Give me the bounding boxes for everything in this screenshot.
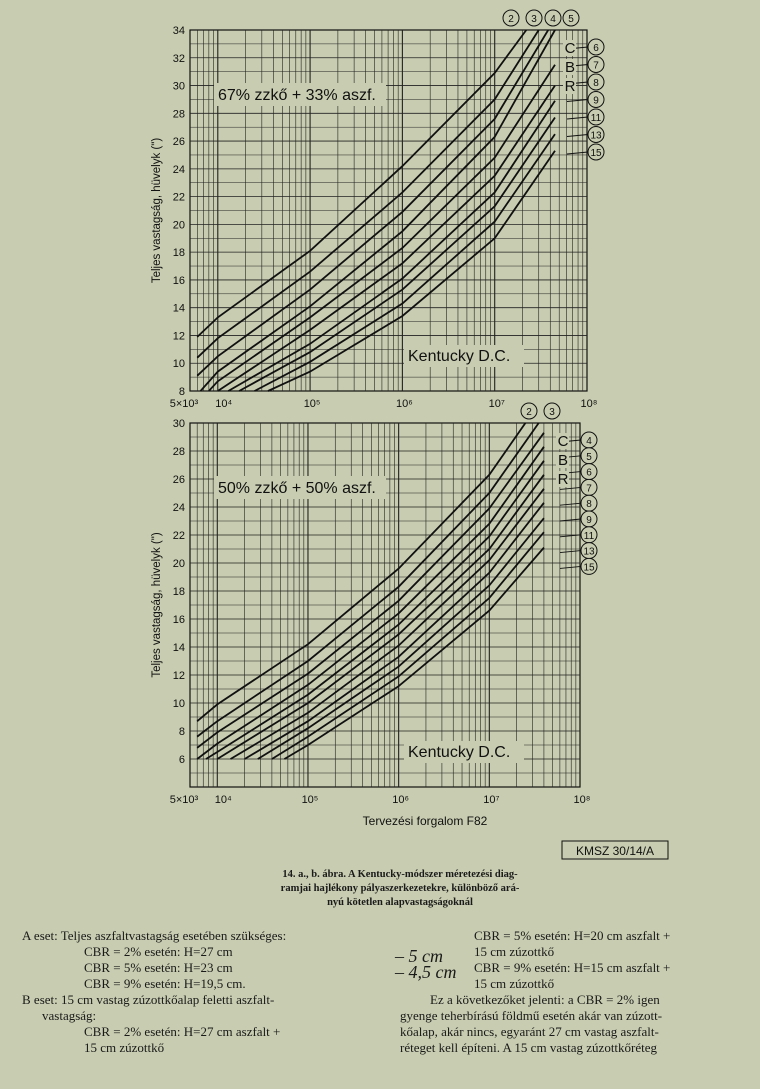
y-tick-label: 26 xyxy=(172,136,185,149)
chart-title: 67% zzkő + 33% aszf. xyxy=(218,87,376,104)
case-b-heading: B eset: 15 cm vastag zúzottkőalap feletti aszfalt- xyxy=(22,992,275,1007)
y-tick-label: 30 xyxy=(172,418,185,430)
curve-label-text: 2 xyxy=(526,407,532,418)
side-letter-R: R xyxy=(557,471,569,488)
y-tick-label: 14 xyxy=(172,302,185,315)
case-b-cbr9-cont: 15 cm zúzottkő xyxy=(474,976,555,991)
case-b-cbr5-cont: 15 cm zúzottkő xyxy=(474,944,555,959)
case-a-heading: A eset: Teljes aszfaltvastagság esetében szükséges: xyxy=(22,928,287,943)
x-axis-label: Tervezési forgalom F82 xyxy=(362,814,488,828)
y-tick-label: 24 xyxy=(172,163,185,176)
y-tick-label: 12 xyxy=(172,670,185,682)
case-b-cbr5: CBR = 5% esetén: H=20 cm aszfalt + xyxy=(474,928,671,943)
curve-label-text: 9 xyxy=(593,95,599,107)
chart-note: Kentucky D.C. xyxy=(408,348,511,365)
left-text-column xyxy=(22,928,402,1056)
series-line-8 xyxy=(231,489,544,759)
curve-label-text: 5 xyxy=(568,14,574,25)
x-tick-label: 10⁷ xyxy=(483,794,500,806)
y-tick-label: 20 xyxy=(172,558,185,570)
curve-label-text: 15 xyxy=(583,562,595,574)
caption-line-1: 14. a., b. ábra. A Kentucky-módszer méretezési diag- xyxy=(282,869,518,880)
y-tick-label: 8 xyxy=(178,726,185,738)
case-a-cbr5: CBR = 5% esetén: H=23 cm xyxy=(84,960,233,975)
curve-label-text: 9 xyxy=(586,515,592,526)
x-tick-label: 10⁷ xyxy=(488,398,505,410)
y-tick-label: 22 xyxy=(172,530,185,542)
paragraph-line-4: réteget kell építeni. A 15 cm vastag zúzottkőréteg xyxy=(400,1040,658,1055)
caption-line-3: nyú kötetlen alapvastagságoknál xyxy=(327,897,473,908)
curve-label-leader xyxy=(567,100,588,102)
y-tick-label: 28 xyxy=(172,108,185,121)
paragraph-line-3: kőalap, akár nincs, egyaránt 27 cm vastag aszfalt- xyxy=(400,1024,659,1039)
paragraph-line-2: gyenge teherbírású földmű esetén akár van zúzott- xyxy=(400,1008,663,1023)
curve-label-leader xyxy=(567,135,588,137)
x-tick-label: 10⁸ xyxy=(580,398,598,410)
y-tick-label: 10 xyxy=(172,698,185,710)
curve-label-text: 8 xyxy=(586,499,592,511)
y-tick-label: 14 xyxy=(172,642,185,654)
y-tick-label: 10 xyxy=(172,358,185,371)
curve-label-leader xyxy=(560,551,581,553)
paragraph-line-1: Ez a következőket jelenti: a CBR = 2% igen xyxy=(430,992,660,1007)
case-b-heading-cont: vastagság: xyxy=(42,1008,97,1023)
y-tick-label: 22 xyxy=(172,191,185,204)
side-letter-B: B xyxy=(557,452,569,469)
x-tick-label: 10⁵ xyxy=(303,398,321,410)
series-line-11 xyxy=(258,518,544,759)
case-b-cbr2-cont: 15 cm zúzottkő xyxy=(84,1040,165,1055)
y-tick-label: 6 xyxy=(178,754,185,766)
case-a-cbr9: CBR = 9% esetén: H=19,5 cm. xyxy=(84,976,246,991)
curve-label-text: 11 xyxy=(583,530,595,542)
chart-title: 50% zzkő + 50% aszf. xyxy=(218,480,376,497)
curve-label-text: 3 xyxy=(549,407,555,418)
y-tick-label: 26 xyxy=(172,474,185,486)
y-tick-label: 16 xyxy=(172,274,185,287)
x-tick-label: 10⁶ xyxy=(392,794,410,806)
curve-label-text: 2 xyxy=(508,14,514,25)
x-tick-label: 10⁸ xyxy=(573,794,591,806)
figure-caption xyxy=(200,868,600,910)
curve-label-text: 6 xyxy=(593,43,599,54)
curve-label-text: 6 xyxy=(586,467,592,479)
case-b-cbr2: CBR = 2% esetén: H=27 cm aszfalt + xyxy=(84,1024,281,1039)
case-a-cbr2: CBR = 2% esetén: H=27 cm xyxy=(84,944,233,959)
case-b-cbr9: CBR = 9% esetén: H=15 cm aszfalt + xyxy=(474,960,671,975)
side-letter-R: R xyxy=(564,78,576,95)
curve-label-text: 7 xyxy=(586,483,592,495)
curve-label-leader xyxy=(560,566,581,568)
y-axis-label: Teljes vastagság, hüvelyk (") xyxy=(151,137,163,284)
side-letter-C: C xyxy=(564,40,576,57)
curve-label-text: 7 xyxy=(593,60,599,72)
caption-line-2: ramjai hajlékony pályaszerkezetekre, különböző ará- xyxy=(280,883,520,894)
curve-label-text: 13 xyxy=(590,130,602,142)
y-tick-label: 28 xyxy=(172,446,185,458)
curve-label-leader xyxy=(567,117,588,119)
stamp-text: KMSZ 30/14/A xyxy=(575,844,655,858)
curve-label-text: 11 xyxy=(590,113,602,124)
x-tick-label: 10⁴ xyxy=(214,794,232,806)
curve-label-leader xyxy=(567,152,588,154)
right-text-column xyxy=(400,928,760,1056)
chart-top-67-33 xyxy=(151,10,604,410)
y-tick-label: 12 xyxy=(172,330,185,343)
chart-bottom-50-50 xyxy=(151,403,597,828)
x-tick-label: 5×10³ xyxy=(169,794,199,806)
y-tick-label: 18 xyxy=(172,586,185,598)
y-tick-label: 24 xyxy=(172,502,185,514)
curve-label-leader xyxy=(560,503,581,505)
y-tick-label: 34 xyxy=(172,25,185,37)
handwritten-note-2: – 4,5 cm xyxy=(395,962,457,982)
curve-label-text: 4 xyxy=(550,14,556,25)
series-line-3 xyxy=(197,423,539,737)
y-tick-label: 32 xyxy=(172,52,185,65)
curve-label-text: 8 xyxy=(593,78,599,89)
chart-note: Kentucky D.C. xyxy=(408,744,511,761)
handwritten-note-1: – 5 cm xyxy=(395,946,443,966)
curve-label-text: 15 xyxy=(590,148,602,159)
curve-label-text: 4 xyxy=(586,436,592,447)
side-letter-B: B xyxy=(564,59,576,76)
curve-label-text: 13 xyxy=(583,546,595,558)
x-tick-label: 10⁵ xyxy=(301,794,319,806)
y-tick-label: 18 xyxy=(172,247,185,260)
side-letter-C: C xyxy=(557,433,569,450)
x-tick-label: 10⁴ xyxy=(215,398,233,410)
y-tick-label: 30 xyxy=(172,80,185,93)
curve-label-text: 3 xyxy=(531,14,537,25)
series-line-4 xyxy=(197,30,548,376)
curve-label-text: 5 xyxy=(586,451,592,463)
series-line-6 xyxy=(206,461,544,759)
curve-label-leader xyxy=(560,519,581,521)
y-tick-label: 16 xyxy=(172,614,185,626)
x-tick-label: 10⁶ xyxy=(396,398,413,410)
x-tick-label: 5×10³ xyxy=(169,398,199,410)
series-line-2 xyxy=(197,30,526,337)
y-axis-label: Teljes vastagság, hüvelyk (") xyxy=(151,532,163,678)
y-tick-label: 8 xyxy=(178,386,185,398)
y-tick-label: 20 xyxy=(172,219,185,232)
